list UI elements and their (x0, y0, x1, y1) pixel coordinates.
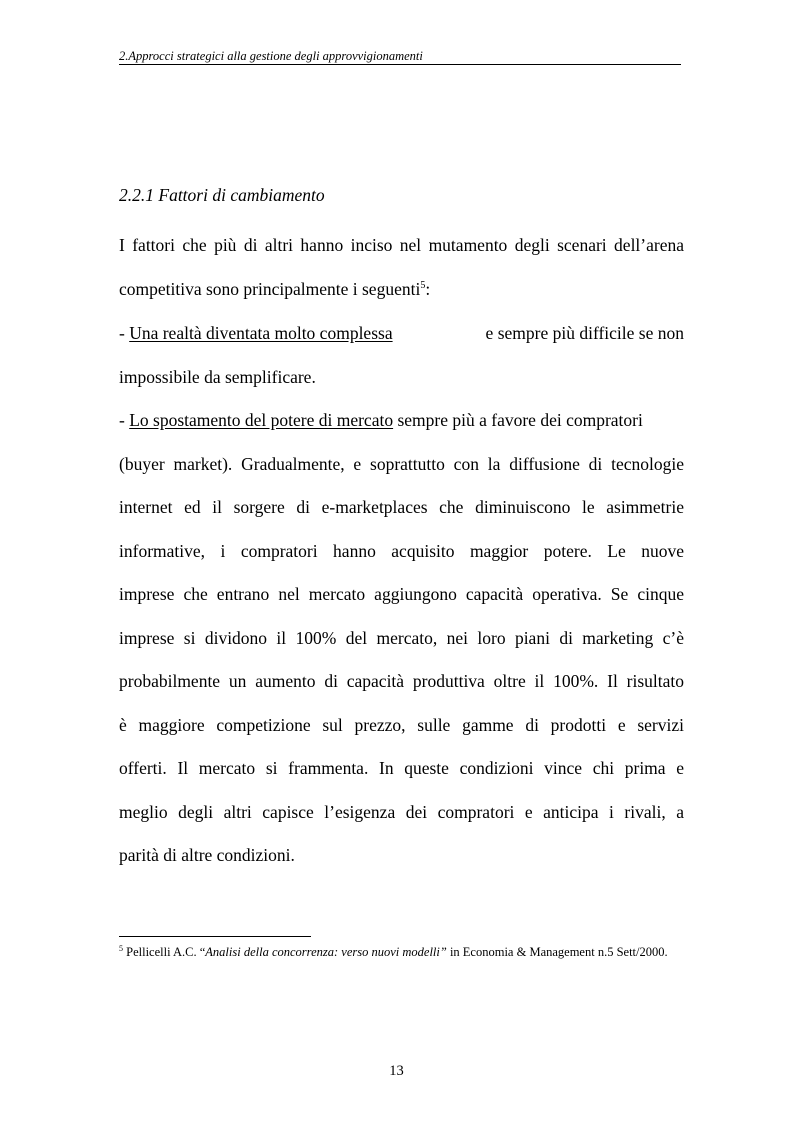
line-text: : (425, 279, 431, 299)
body-line (119, 452, 684, 476)
body-line (119, 582, 684, 606)
footnote (119, 944, 679, 960)
footnote-number: 5 (119, 943, 123, 953)
body-line (119, 495, 684, 519)
body-line (119, 365, 684, 389)
line-text: (buyer market). Gradualmente, e soprattutto con la diffusione di tecnologie (119, 454, 684, 474)
line-text: è maggiore competizione sul prezzo, sulle gamme di prodotti e servizi (119, 715, 684, 735)
page-number: 13 (389, 1063, 404, 1079)
footnote-separator (119, 936, 311, 937)
body-line (119, 669, 684, 693)
line-text: imprese che entrano nel mercato aggiungono capacità operativa. Se cinque (119, 584, 684, 604)
list-item-line (119, 408, 684, 432)
line-text: imprese si dividono il 100% del mercato, nei loro piani di marketing c’è (119, 628, 684, 648)
body-line (119, 713, 684, 737)
running-header: 2.Approcci strategici alla gestione degli approvvigionamenti (119, 48, 681, 65)
body-line (119, 800, 684, 824)
line-text: sempre più a favore dei compratori (397, 410, 643, 430)
line-text: meglio degli altri capisce l’esigenza dei compratori e anticipa i rivali, a (119, 802, 684, 822)
footnote-source: in Economia & Management n.5 Sett/2000. (446, 945, 668, 959)
underlined-term: Lo spostamento del potere di mercato (129, 410, 394, 430)
line-text: probabilmente un aumento di capacità produttiva oltre il 100%. Il risultato (119, 671, 684, 691)
list-dash: - Una realtà diventata molto complessa (119, 323, 393, 343)
underlined-term: Una realtà diventata molto complessa (129, 323, 393, 343)
list-item-line (119, 321, 684, 345)
list-dash: - (119, 410, 125, 430)
line-text: offerti. Il mercato si frammenta. In queste condizioni vince chi prima e (119, 758, 684, 778)
line-text: impossibile da semplificare. (119, 367, 316, 387)
footnote-author: Pellicelli A.C. “ (126, 945, 206, 959)
body-line (119, 233, 684, 257)
footnote-title: Analisi della concorrenza: verso nuovi modelli” (205, 945, 447, 959)
line-text: parità di altre condizioni. (119, 845, 295, 865)
body-line (119, 277, 684, 301)
line-text: e sempre più difficile se non (485, 323, 684, 343)
line-text: informative, i compratori hanno acquisito maggior potere. Le nuove (119, 541, 684, 561)
body-line (119, 756, 684, 780)
body-line (119, 626, 684, 650)
body-line (119, 539, 684, 563)
line-text: internet ed il sorgere di e-marketplaces che diminuiscono le asimmetrie (119, 497, 684, 517)
line-text: competitiva sono principalmente i seguenti (119, 279, 421, 299)
footnote-reference[interactable]: 5 (420, 280, 426, 292)
line-text: I fattori che più di altri hanno inciso nel mutamento degli scenari dell’arena (119, 235, 684, 255)
body-line (119, 843, 684, 867)
section-heading: 2.2.1 Fattori di cambiamento (119, 185, 325, 205)
